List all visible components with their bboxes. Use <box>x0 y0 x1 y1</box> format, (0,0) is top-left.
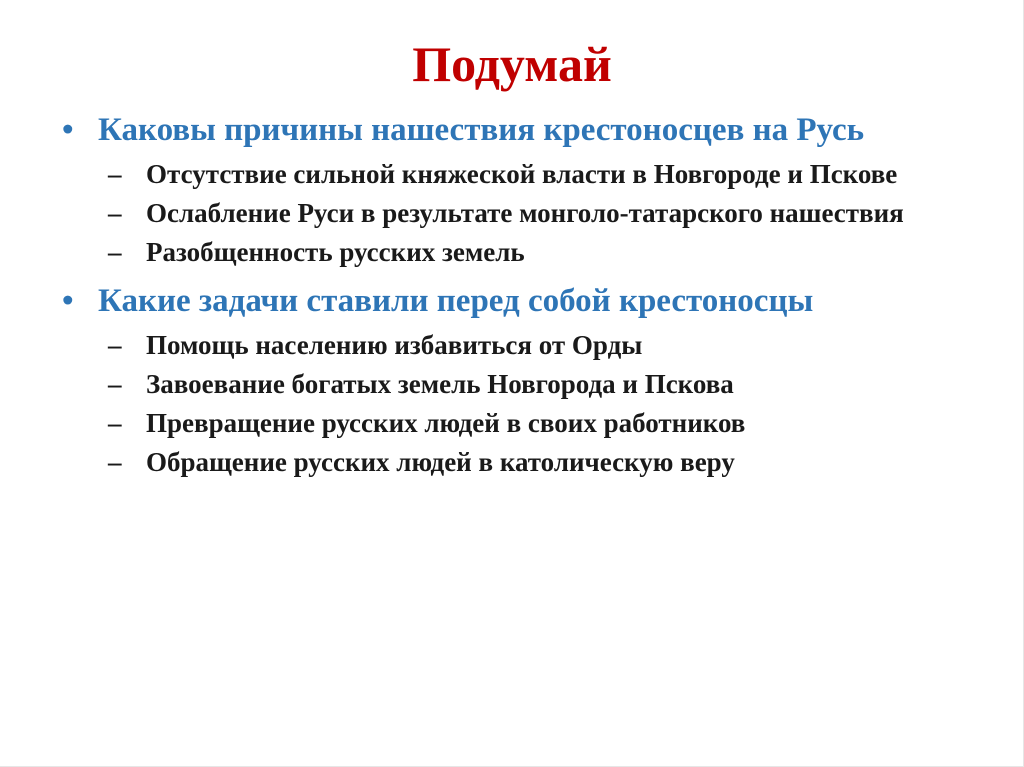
answer-item <box>108 158 972 191</box>
dash-icon: – <box>108 330 122 360</box>
question-text: Какие задачи ставили перед собой крестоносцы <box>98 283 814 319</box>
answer-text: Разобщенность русских земель <box>146 237 525 267</box>
answer-item <box>108 236 972 269</box>
dash-icon: – <box>108 237 122 267</box>
dash-icon: – <box>108 198 122 228</box>
answer-list-2 <box>62 329 972 479</box>
answer-text: Помощь населению избавиться от Орды <box>146 330 643 360</box>
dash-icon: – <box>108 369 122 399</box>
answer-item <box>108 407 972 440</box>
slide-title: Подумай <box>412 36 612 92</box>
answer-item <box>108 197 972 230</box>
answer-text: Обращение русских людей в католическую веру <box>146 447 735 477</box>
answer-list-1 <box>62 158 972 269</box>
answer-text: Ослабление Руси в результате монголо-татарского нашествия <box>146 198 904 228</box>
dash-icon: – <box>108 447 122 477</box>
bullet-icon: • <box>62 283 74 319</box>
answer-item <box>108 368 972 401</box>
answer-text: Отсутствие сильной княжеской власти в Новгороде и Пскове <box>146 159 898 189</box>
question-text: Каковы причины нашествия крестоносцев на Русь <box>98 112 865 148</box>
slide-content <box>62 112 972 485</box>
answer-item <box>108 329 972 362</box>
answer-text: Завоевание богатых земель Новгорода и Пскова <box>146 369 734 399</box>
dash-icon: – <box>108 159 122 189</box>
question-2 <box>62 283 972 319</box>
question-1 <box>62 112 972 148</box>
answer-text: Превращение русских людей в своих работников <box>146 408 746 438</box>
answer-item <box>108 446 972 479</box>
bullet-icon: • <box>62 112 74 148</box>
dash-icon: – <box>108 408 122 438</box>
